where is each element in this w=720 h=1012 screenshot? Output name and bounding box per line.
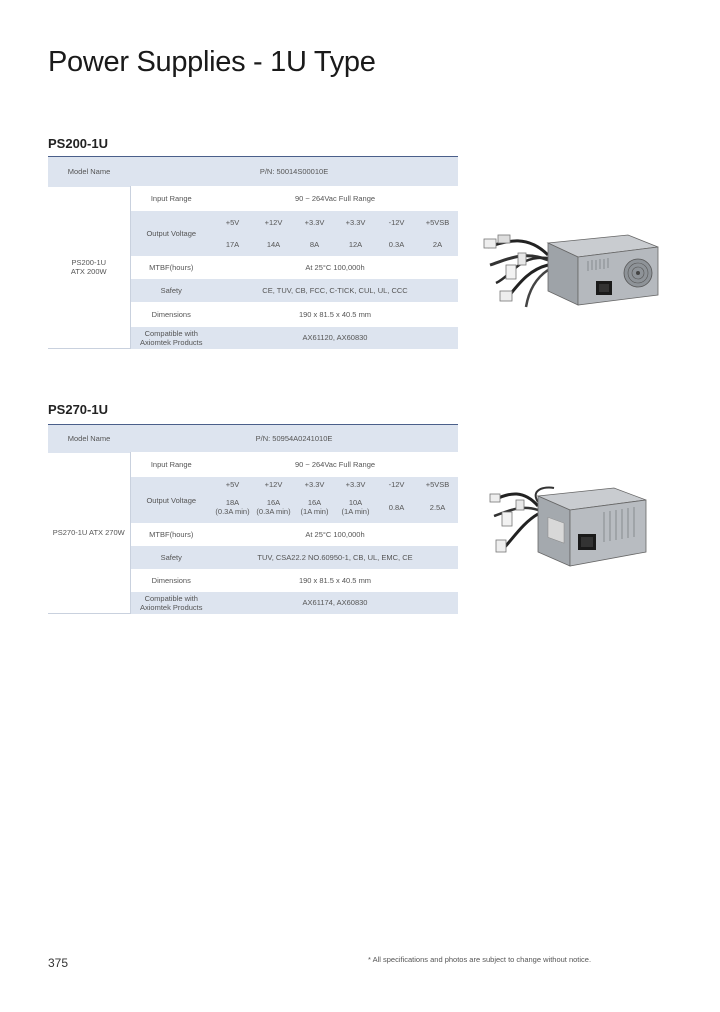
model-name-label: Model Name: [48, 425, 130, 453]
voltage-cell: +5VSB: [425, 479, 450, 489]
part-number: P/N: 50014S00010E: [130, 157, 458, 187]
compatible-label-line-1: Compatible with: [144, 328, 198, 338]
voltage-cell: +5V: [225, 218, 240, 227]
input-range-value: 90 ~ 264Vac Full Range: [212, 453, 458, 477]
section-title-ps200: PS200-1U: [48, 136, 108, 151]
dimensions-label: Dimensions: [130, 570, 212, 592]
dimensions-label: Dimensions: [130, 303, 212, 327]
voltage-cell: +3.3V: [345, 479, 366, 489]
current-cell: 17A: [225, 240, 240, 249]
output-voltage-label: Output Voltage: [130, 211, 212, 257]
input-range-label: Input Range: [130, 187, 212, 211]
input-range-label: Input Range: [130, 453, 212, 477]
model-cell: PS270-1U ATX 270W: [48, 453, 130, 614]
model-name-label: Model Name: [48, 157, 130, 187]
page-title: Power Supplies - 1U Type: [48, 46, 376, 78]
spec-table-ps270: [48, 424, 458, 614]
footnote: * All specifications and photos are subject to change without notice.: [368, 955, 592, 964]
voltage-cell: -12V: [388, 479, 405, 489]
table-row-input-range: [48, 453, 458, 477]
dimensions-value: 190 x 81.5 x 40.5 mm: [212, 303, 458, 327]
current-cell: 16A (0.3A min): [256, 498, 291, 516]
model-line-1: PS200-1U: [71, 258, 107, 268]
voltage-cell: +3.3V: [304, 479, 325, 489]
output-voltage-grid: [212, 477, 458, 524]
ps270-product-image: [484, 482, 650, 572]
compatible-label-line-2: Axiomtek Products: [139, 602, 203, 612]
compatible-label: [130, 327, 212, 349]
mtbf-value: At 25°C 100,000h: [212, 257, 458, 279]
voltage-cell: +12V: [264, 479, 283, 489]
current-cell: 0.3A: [388, 240, 405, 249]
current-cell: 2A: [432, 240, 443, 249]
ps200-product-image: [478, 225, 664, 315]
page-number: 375: [48, 956, 69, 970]
spec-table-ps200: [48, 156, 458, 349]
current-cell: 18A (0.3A min): [215, 498, 250, 516]
model-cell: [48, 187, 130, 349]
safety-value: TUV, CSA22.2 NO.60950-1, CB, UL, EMC, CE: [212, 546, 458, 570]
compatible-label-line-2: Axiomtek Products: [139, 337, 203, 347]
compatible-label-line-1: Compatible with: [144, 593, 198, 603]
safety-value: CE, TUV, CB, FCC, C-TICK, CUL, UL, CCC: [212, 279, 458, 303]
compatible-value: AX61174, AX60830: [212, 592, 458, 614]
voltage-cell: +3.3V: [345, 218, 366, 227]
current-cell: 12A: [348, 240, 363, 249]
current-cell: 8A: [309, 240, 320, 249]
compatible-value: AX61120, AX60830: [212, 327, 458, 349]
safety-label: Safety: [130, 546, 212, 570]
current-cell: 2.5A: [429, 502, 446, 512]
mtbf-label: MTBF(hours): [130, 524, 212, 546]
compatible-label: [130, 592, 212, 614]
part-number: P/N: 50954A0241010E: [130, 425, 458, 453]
section-title-ps270: PS270-1U: [48, 402, 108, 417]
input-range-value: 90 ~ 264Vac Full Range: [212, 187, 458, 211]
table-row-model-name: [48, 425, 458, 453]
table-row-model-name: [48, 157, 458, 187]
current-cell: 0.8A: [388, 502, 405, 512]
current-cell: 14A: [266, 240, 281, 249]
dimensions-value: 190 x 81.5 x 40.5 mm: [212, 570, 458, 592]
mtbf-value: At 25°C 100,000h: [212, 524, 458, 546]
voltage-cell: +5VSB: [425, 218, 450, 227]
safety-label: Safety: [130, 279, 212, 303]
current-cell: 16A (1A min): [300, 498, 329, 516]
table-row-input-range: [48, 187, 458, 211]
output-voltage-label: Output Voltage: [130, 477, 212, 524]
voltage-cell: +3.3V: [304, 218, 325, 227]
voltage-cell: +5V: [225, 479, 240, 489]
model-line-2: ATX 200W: [70, 267, 107, 277]
voltage-cell: -12V: [388, 218, 405, 227]
current-cell: 10A (1A min): [341, 498, 370, 516]
output-voltage-grid: [212, 211, 458, 257]
voltage-cell: +12V: [264, 218, 283, 227]
mtbf-label: MTBF(hours): [130, 257, 212, 279]
